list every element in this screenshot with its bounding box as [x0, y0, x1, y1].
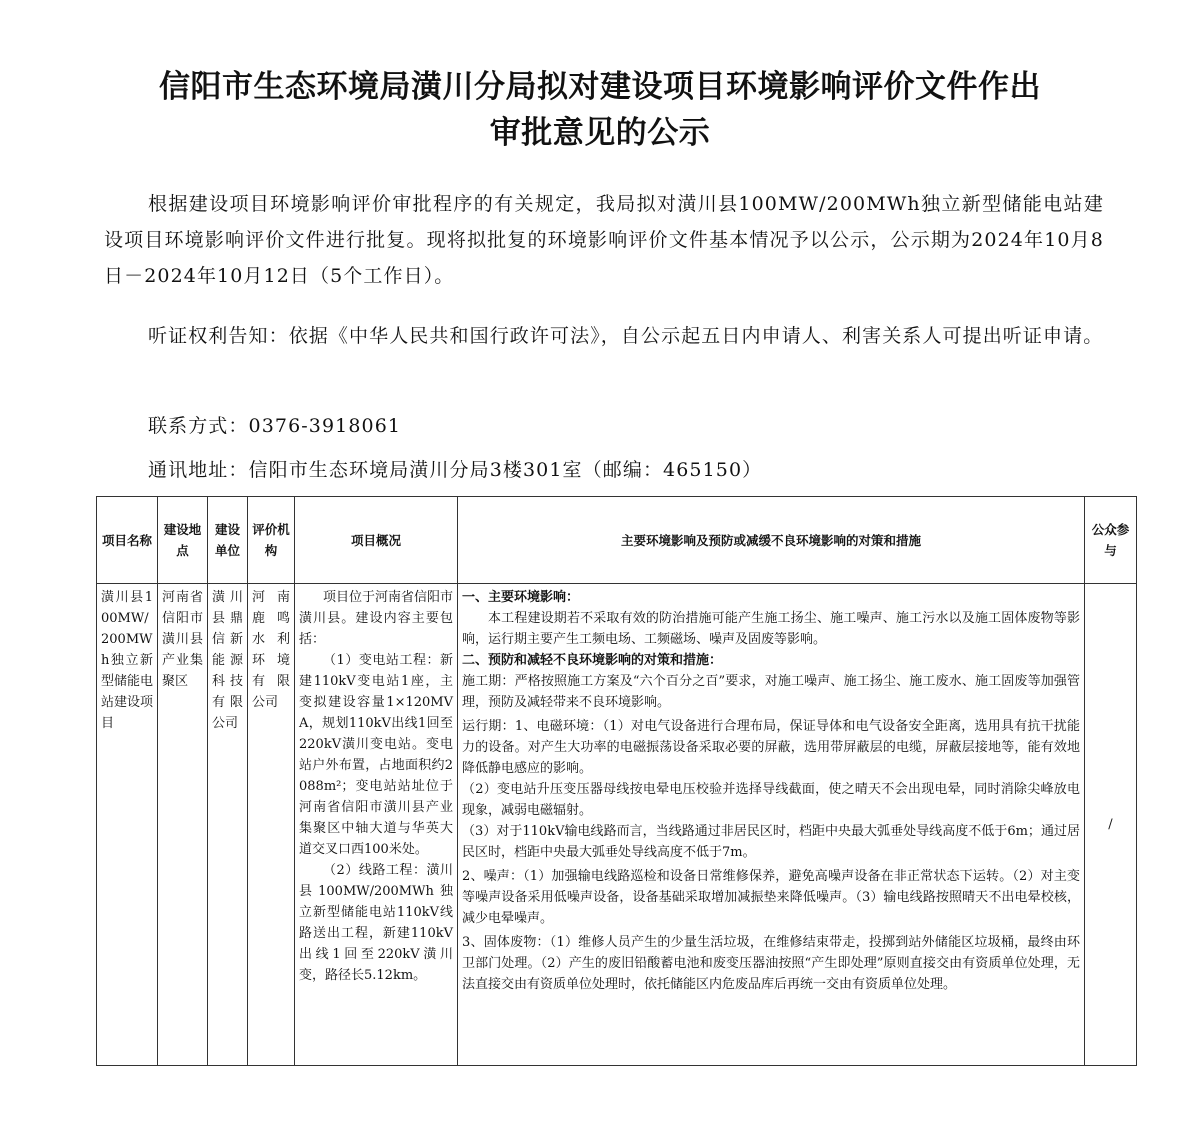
table-row	[97, 584, 1137, 1066]
measures-sec1-text: 本工程建设期若不采取有效的防治措施可能产生施工扬尘、施工噪声、施工污水以及施工固体废物等影响，运行期主要产生工频电场、工频磁场、噪声及固废等影响。	[462, 611, 1080, 647]
contact-line: 联系方式：0376-3918061	[148, 415, 402, 437]
header-location: 建设地点	[158, 497, 208, 584]
hearing-paragraph: 听证权利告知：依据《中华人民共和国行政许可法》，自公示起五日内申请人、利害关系人可提出听证申请。	[148, 325, 1104, 347]
header-measures: 主要环境影响及预防或减缓不良环境影响的对策和措施	[458, 497, 1085, 584]
measures-sec2-title: 二、预防和减轻不良环境影响的对策和措施：	[462, 653, 723, 668]
header-unit: 建设单位	[208, 497, 248, 584]
title-line-1: 信阳市生态环境局潢川分局拟对建设项目环境影响评价文件作出	[159, 69, 1041, 105]
header-public: 公众参与	[1085, 497, 1137, 584]
cell-public: /	[1085, 584, 1137, 1066]
measures-op-em2: （2）变电站升压变压器母线按电晕电压校验并选择导线截面，使之晴天不会出现电晕，同时消除尖峰放电现象，减弱电磁辐射。	[462, 782, 1080, 818]
table-header-row	[97, 497, 1137, 584]
measures-op-em3: （3）对于110kV输电线路而言，当线路通过非居民区时，档距中央最大弧垂处导线高度不低于6m；通过居民区时，档距中央最大弧垂处导线高度不低于7m。	[462, 824, 1080, 860]
cell-project-name: 潢川县100MW/200MWh独立新型储能电站建设项目	[97, 584, 158, 1066]
overview-substation: （1）变电站工程：新建110kV变电站1座，主变拟建设容量1×120MVA，规划110kV出线1回至220kV潢川变电站。变电站户外布置，占地面积约2088m²；变电站站址位于河南省信阳市潢川县产业集聚区中轴大道与华英大道交叉口西100米处。	[299, 653, 453, 857]
cell-eval-org: 河南鹿鸣水利环境有限公司	[248, 584, 295, 1066]
page-title	[0, 64, 1200, 156]
measures-solid: 3、固体废物：（1）维修人员产生的少量生活垃圾，在维修结束带走，投掷到站外储能区垃圾桶，最终由环卫部门处理。（2）产生的废旧铅酸蓄电池和废变压器油按照“产生即处理”原则直接交由有资质单位处理，无法直接交由有资质单位处理时，依托储能区内危废品库后再统一交由有资质单位处理。	[462, 935, 1080, 992]
measures-sec1-title: 一、主要环境影响：	[462, 590, 580, 605]
title-line-2: 审批意见的公示	[489, 115, 711, 151]
header-overview: 项目概况	[295, 497, 458, 584]
address-line: 通讯地址：信阳市生态环境局潢川分局3楼301室（邮编：465150）	[148, 459, 763, 481]
measures-construction: 施工期：严格按照施工方案及“六个百分之百”要求，对施工噪声、施工扬尘、施工废水、施工固废等加强管理，预防及减轻带来不良环境影响。	[462, 674, 1080, 710]
cell-overview	[295, 584, 458, 1066]
measures-op-em1: 运行期：1、电磁环境：（1）对电气设备进行合理布局，保证导体和电气设备安全距离，选用具有抗干扰能力的设备。对产生大功率的电磁振荡设备采取必要的屏蔽，选用带屏蔽层的电缆，屏蔽层接地等，能有效地降低静电感应的影响。	[462, 719, 1080, 776]
header-project-name: 项目名称	[97, 497, 158, 584]
measures-noise: 2、噪声：（1）加强输电线路巡检和设备日常维修保养，避免高噪声设备在非正常状态下运转。（2）对主变等噪声设备采用低噪声设备，设备基础采取增加减振垫来降低噪声。（3）输电线路按照晴天不出电晕校核，减少电晕噪声。	[462, 869, 1080, 926]
overview-intro: 项目位于河南省信阳市潢川县。建设内容主要包括：	[299, 590, 454, 647]
header-eval-org: 评价机构	[248, 497, 295, 584]
cell-unit: 潢川县鼎信新能源科技有限公司	[208, 584, 248, 1066]
intro-paragraph: 根据建设项目环境影响评价审批程序的有关规定，我局拟对潢川县100MW/200MWh独立新型储能电站建设项目环境影响评价文件进行批复。现将拟批复的环境影响评价文件基本情况予以公示，公示期为2024年10月8日－2024年10月12日（5个工作日）。	[104, 193, 1104, 287]
cell-measures	[458, 584, 1085, 1066]
overview-line: （2）线路工程：潢川县100MW/200MWh独立新型储能电站110kV线路送出工程，新建110kV出线1回至220kV潢川变，路径长5.12km。	[299, 863, 453, 983]
project-table	[96, 496, 1137, 1066]
cell-location: 河南省信阳市潢川县产业集聚区	[158, 584, 208, 1066]
